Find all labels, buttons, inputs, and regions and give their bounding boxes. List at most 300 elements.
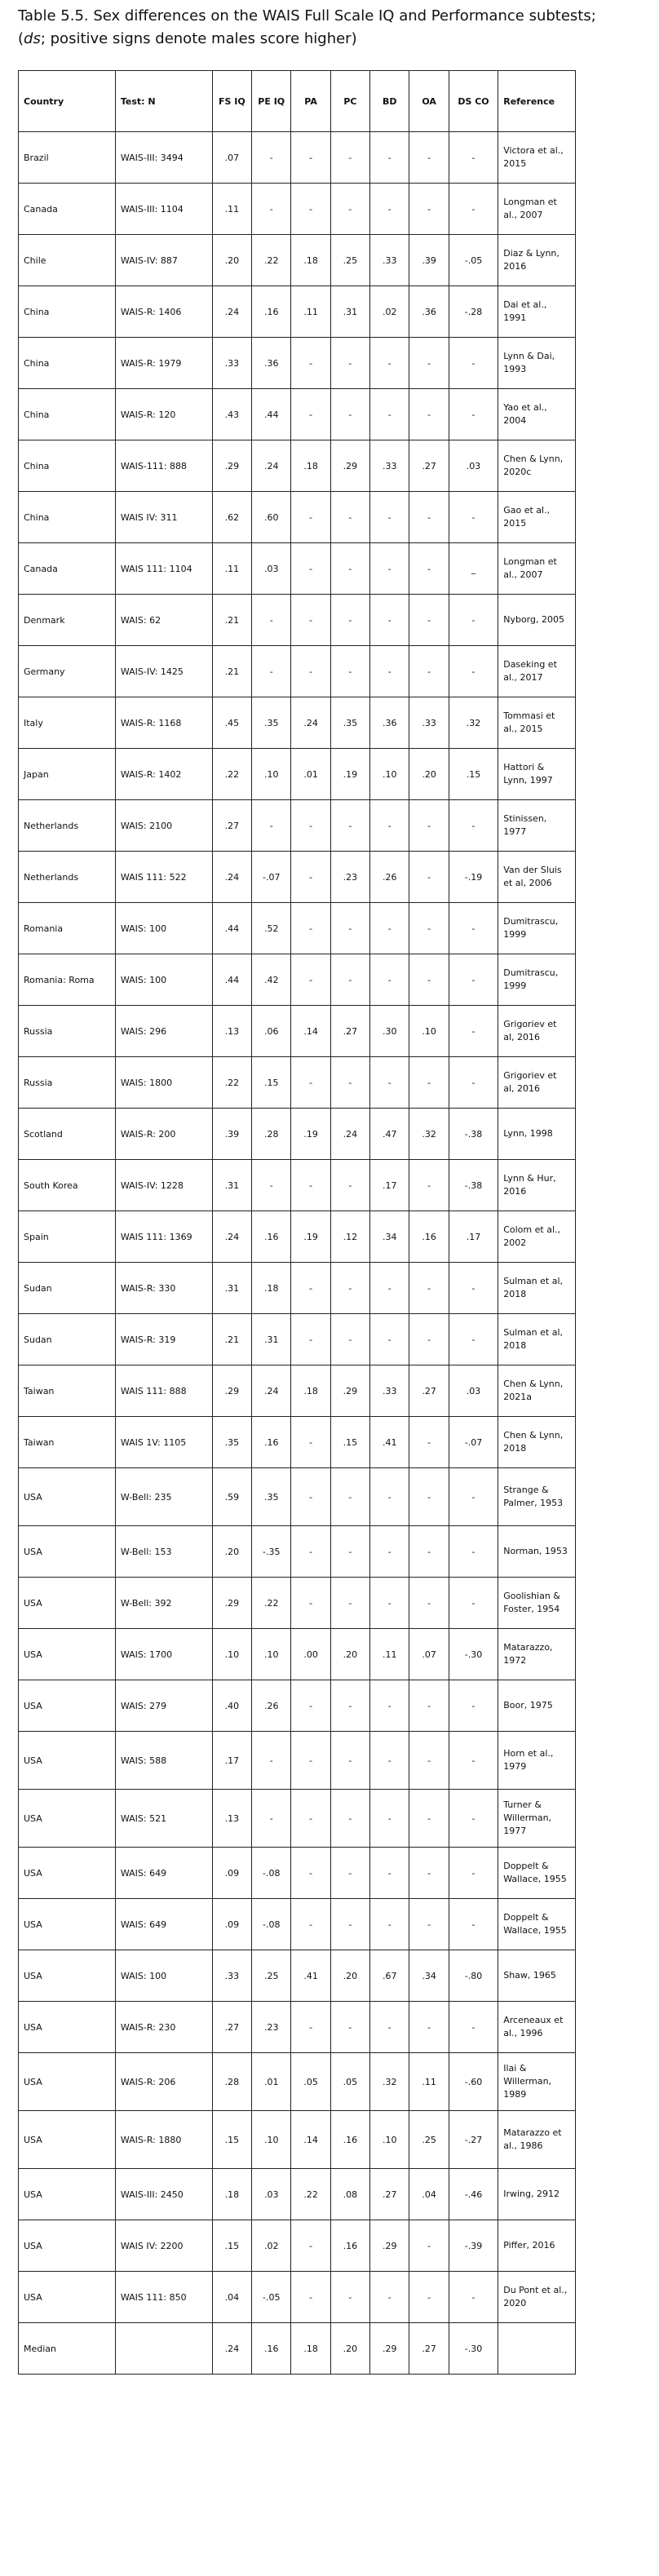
cell-oa: .04 — [409, 2169, 449, 2220]
cell-test: WAIS-III: 3494 — [115, 132, 212, 184]
cell-fsiq: .13 — [212, 1006, 251, 1057]
cell-oa: - — [409, 903, 449, 954]
cell-bd: .17 — [370, 1160, 409, 1211]
cell-pc: .29 — [330, 1365, 369, 1417]
cell-pa: .00 — [291, 1629, 330, 1680]
caption-rest: ; positive signs denote males score higher) — [40, 30, 357, 47]
table-row — [19, 1629, 576, 1680]
cell-dsco: -.07 — [449, 1417, 498, 1468]
cell-peiq: .24 — [252, 1365, 291, 1417]
cell-peiq: - — [252, 1732, 291, 1790]
cell-test: WAIS: 296 — [115, 1006, 212, 1057]
cell-pa: - — [291, 1417, 330, 1468]
cell-country: USA — [19, 2220, 116, 2272]
cell-reference: Irwing, 2912 — [498, 2169, 576, 2220]
cell-pa: - — [291, 2002, 330, 2053]
cell-peiq: .01 — [252, 2053, 291, 2111]
cell-pc: .24 — [330, 1109, 369, 1160]
cell-peiq: .10 — [252, 2111, 291, 2169]
cell-test: WAIS-R: 319 — [115, 1314, 212, 1365]
cell-oa: - — [409, 1848, 449, 1899]
cell-peiq: -.08 — [252, 1899, 291, 1950]
cell-bd: - — [370, 2002, 409, 2053]
cell-country: Romania: Roma — [19, 954, 116, 1006]
cell-pa: .24 — [291, 697, 330, 749]
cell-oa: .33 — [409, 697, 449, 749]
cell-dsco: -.60 — [449, 2053, 498, 2111]
cell-fsiq: .17 — [212, 1732, 251, 1790]
cell-pc: - — [330, 903, 369, 954]
cell-dsco: - — [449, 1680, 498, 1732]
cell-peiq: .52 — [252, 903, 291, 954]
cell-pa: - — [291, 543, 330, 595]
cell-dsco: - — [449, 1578, 498, 1629]
cell-bd: .11 — [370, 1629, 409, 1680]
cell-country: USA — [19, 2272, 116, 2323]
cell-oa: .16 — [409, 1211, 449, 1263]
cell-country: USA — [19, 1790, 116, 1848]
cell-reference: Sulman et al, 2018 — [498, 1263, 576, 1314]
cell-fsiq: .29 — [212, 1365, 251, 1417]
cell-oa: - — [409, 2002, 449, 2053]
cell-country: Netherlands — [19, 852, 116, 903]
cell-fsiq: .15 — [212, 2111, 251, 2169]
cell-test: WAIS-III: 1104 — [115, 184, 212, 235]
cell-pa: .22 — [291, 2169, 330, 2220]
table-row — [19, 2053, 576, 2111]
cell-test: WAIS-R: 1168 — [115, 697, 212, 749]
cell-country: Denmark — [19, 595, 116, 646]
cell-test: WAIS 1V: 1105 — [115, 1417, 212, 1468]
cell-country: Brazil — [19, 132, 116, 184]
cell-oa: - — [409, 1468, 449, 1526]
table-row — [19, 646, 576, 697]
cell-oa: .34 — [409, 1950, 449, 2002]
cell-pc: - — [330, 2272, 369, 2323]
cell-peiq: .06 — [252, 1006, 291, 1057]
table-row — [19, 184, 576, 235]
cell-test: WAIS: 1800 — [115, 1057, 212, 1109]
cell-dsco: - — [449, 1057, 498, 1109]
cell-pa: - — [291, 1468, 330, 1526]
cell-oa: .36 — [409, 286, 449, 338]
cell-oa: - — [409, 1680, 449, 1732]
cell-peiq: -.05 — [252, 2272, 291, 2323]
cell-peiq: .22 — [252, 235, 291, 286]
cell-test: WAIS: 100 — [115, 1950, 212, 2002]
cell-bd: .30 — [370, 1006, 409, 1057]
cell-dsco: - — [449, 903, 498, 954]
cell-pc: - — [330, 389, 369, 440]
cell-test: WAIS 111: 522 — [115, 852, 212, 903]
cell-pa: - — [291, 338, 330, 389]
cell-fsiq: .24 — [212, 852, 251, 903]
cell-bd: .10 — [370, 2111, 409, 2169]
table-row — [19, 852, 576, 903]
cell-bd: .33 — [370, 440, 409, 492]
cell-pc: - — [330, 492, 369, 543]
cell-reference: Horn et al., 1979 — [498, 1732, 576, 1790]
table-row — [19, 1732, 576, 1790]
cell-dsco: -.05 — [449, 235, 498, 286]
cell-test: WAIS-R: 206 — [115, 2053, 212, 2111]
cell-pc: - — [330, 132, 369, 184]
cell-test: WAIS-R: 120 — [115, 389, 212, 440]
cell-bd: - — [370, 1468, 409, 1526]
cell-bd: - — [370, 903, 409, 954]
cell-reference — [498, 2323, 576, 2375]
header-country: Country — [19, 71, 116, 132]
cell-test: WAIS: 521 — [115, 1790, 212, 1848]
table-row — [19, 2111, 576, 2169]
table-row — [19, 2272, 576, 2323]
cell-fsiq: .62 — [212, 492, 251, 543]
cell-country: USA — [19, 1899, 116, 1950]
cell-peiq: .25 — [252, 1950, 291, 2002]
cell-country: Netherlands — [19, 800, 116, 852]
cell-dsco: - — [449, 800, 498, 852]
header-peiq: PE IQ — [252, 71, 291, 132]
cell-peiq: .26 — [252, 1680, 291, 1732]
cell-pc: .20 — [330, 1950, 369, 2002]
cell-country: USA — [19, 1680, 116, 1732]
cell-pc: - — [330, 1526, 369, 1578]
cell-bd: - — [370, 646, 409, 697]
cell-oa: .27 — [409, 440, 449, 492]
header-fsiq: FS IQ — [212, 71, 251, 132]
cell-fsiq: .11 — [212, 184, 251, 235]
cell-oa: - — [409, 184, 449, 235]
cell-test: WAIS: 588 — [115, 1732, 212, 1790]
cell-bd: - — [370, 1790, 409, 1848]
cell-bd: - — [370, 1057, 409, 1109]
cell-pc: - — [330, 1680, 369, 1732]
cell-peiq: .60 — [252, 492, 291, 543]
cell-test: WAIS 111: 850 — [115, 2272, 212, 2323]
cell-bd: - — [370, 389, 409, 440]
cell-test: WAIS: 649 — [115, 1899, 212, 1950]
cell-fsiq: .27 — [212, 800, 251, 852]
cell-country: USA — [19, 2053, 116, 2111]
cell-country: USA — [19, 2111, 116, 2169]
cell-peiq: -.35 — [252, 1526, 291, 1578]
cell-dsco: .32 — [449, 697, 498, 749]
cell-country: Chile — [19, 235, 116, 286]
cell-oa: .10 — [409, 1006, 449, 1057]
cell-country: China — [19, 338, 116, 389]
cell-reference: Lynn & Dai, 1993 — [498, 338, 576, 389]
cell-dsco: -.39 — [449, 2220, 498, 2272]
cell-country: Taiwan — [19, 1365, 116, 1417]
cell-reference: Daseking et al., 2017 — [498, 646, 576, 697]
cell-reference: Hattori & Lynn, 1997 — [498, 749, 576, 800]
cell-reference: Grigoriev et al, 2016 — [498, 1006, 576, 1057]
cell-test: WAIS IV: 311 — [115, 492, 212, 543]
cell-reference: Nyborg, 2005 — [498, 595, 576, 646]
cell-reference: Doppelt & Wallace, 1955 — [498, 1899, 576, 1950]
cell-peiq: .16 — [252, 1211, 291, 1263]
cell-dsco: - — [449, 338, 498, 389]
cell-oa: - — [409, 1790, 449, 1848]
cell-reference: Ilai & Willerman, 1989 — [498, 2053, 576, 2111]
cell-pa: - — [291, 1790, 330, 1848]
cell-test: WAIS: 1700 — [115, 1629, 212, 1680]
cell-pc: .16 — [330, 2111, 369, 2169]
cell-dsco: - — [449, 1468, 498, 1526]
cell-oa: - — [409, 492, 449, 543]
cell-peiq: - — [252, 595, 291, 646]
cell-fsiq: .10 — [212, 1629, 251, 1680]
table-row — [19, 1526, 576, 1578]
cell-dsco: -.28 — [449, 286, 498, 338]
cell-test: WAIS-IV: 887 — [115, 235, 212, 286]
median-row — [19, 2323, 576, 2375]
cell-reference: Van der Sluis et al, 2006 — [498, 852, 576, 903]
cell-peiq: .22 — [252, 1578, 291, 1629]
cell-peiq: .18 — [252, 1263, 291, 1314]
cell-peiq: .16 — [252, 2323, 291, 2375]
cell-country: USA — [19, 1950, 116, 2002]
cell-fsiq: .24 — [212, 2323, 251, 2375]
cell-fsiq: .33 — [212, 1950, 251, 2002]
cell-reference: Doppelt & Wallace, 1955 — [498, 1848, 576, 1899]
cell-fsiq: .45 — [212, 697, 251, 749]
cell-pa: .41 — [291, 1950, 330, 2002]
cell-oa: - — [409, 389, 449, 440]
cell-oa: .39 — [409, 235, 449, 286]
cell-country: Sudan — [19, 1314, 116, 1365]
cell-pc: - — [330, 954, 369, 1006]
cell-oa: - — [409, 1732, 449, 1790]
cell-fsiq: .20 — [212, 235, 251, 286]
table-row — [19, 338, 576, 389]
cell-country: Russia — [19, 1057, 116, 1109]
cell-test: W-Bell: 392 — [115, 1578, 212, 1629]
cell-pa: - — [291, 2220, 330, 2272]
cell-pa: - — [291, 1578, 330, 1629]
cell-bd: .34 — [370, 1211, 409, 1263]
cell-pc: .16 — [330, 2220, 369, 2272]
cell-dsco: -.19 — [449, 852, 498, 903]
cell-bd: .02 — [370, 286, 409, 338]
cell-reference: Shaw, 1965 — [498, 1950, 576, 2002]
cell-country: Germany — [19, 646, 116, 697]
cell-pa: - — [291, 646, 330, 697]
cell-pa: .18 — [291, 440, 330, 492]
cell-dsco: - — [449, 132, 498, 184]
cell-dsco: .15 — [449, 749, 498, 800]
cell-pc: .12 — [330, 1211, 369, 1263]
cell-test: WAIS-111: 888 — [115, 440, 212, 492]
cell-fsiq: .21 — [212, 595, 251, 646]
cell-pc: .27 — [330, 1006, 369, 1057]
cell-reference: Grigoriev et al, 2016 — [498, 1057, 576, 1109]
cell-dsco: .03 — [449, 440, 498, 492]
cell-bd: .41 — [370, 1417, 409, 1468]
cell-fsiq: .24 — [212, 1211, 251, 1263]
cell-pa: .14 — [291, 2111, 330, 2169]
cell-bd: - — [370, 543, 409, 595]
cell-peiq: -.08 — [252, 1848, 291, 1899]
table-row — [19, 954, 576, 1006]
cell-fsiq: .11 — [212, 543, 251, 595]
cell-oa: - — [409, 1417, 449, 1468]
cell-pa: - — [291, 492, 330, 543]
cell-country: USA — [19, 1468, 116, 1526]
cell-reference: Dumitrascu, 1999 — [498, 954, 576, 1006]
cell-test: WAIS-R: 1406 — [115, 286, 212, 338]
cell-dsco: - — [449, 954, 498, 1006]
cell-pc: - — [330, 1160, 369, 1211]
cell-pa: .18 — [291, 2323, 330, 2375]
cell-oa: .07 — [409, 1629, 449, 1680]
cell-pa: - — [291, 1732, 330, 1790]
cell-fsiq: .59 — [212, 1468, 251, 1526]
cell-oa: .27 — [409, 2323, 449, 2375]
cell-pc: - — [330, 1263, 369, 1314]
cell-peiq: - — [252, 184, 291, 235]
cell-peiq: .35 — [252, 1468, 291, 1526]
cell-dsco: - — [449, 389, 498, 440]
caption-ds: ds — [24, 30, 41, 47]
table-row — [19, 235, 576, 286]
cell-dsco: -.30 — [449, 1629, 498, 1680]
cell-dsco: - — [449, 1732, 498, 1790]
cell-pc: - — [330, 1848, 369, 1899]
header-dsco: DS CO — [449, 71, 498, 132]
table-row — [19, 1950, 576, 2002]
cell-reference: Piffer, 2016 — [498, 2220, 576, 2272]
cell-test: WAIS-R: 1979 — [115, 338, 212, 389]
cell-pa: .01 — [291, 749, 330, 800]
cell-pa: - — [291, 132, 330, 184]
cell-dsco: - — [449, 492, 498, 543]
cell-test: WAIS: 649 — [115, 1848, 212, 1899]
cell-dsco: - — [449, 646, 498, 697]
table-row — [19, 2002, 576, 2053]
table-row — [19, 1578, 576, 1629]
cell-fsiq: .15 — [212, 2220, 251, 2272]
cell-oa: - — [409, 1263, 449, 1314]
cell-bd: .36 — [370, 697, 409, 749]
cell-test: WAIS-R: 1880 — [115, 2111, 212, 2169]
cell-dsco: - — [449, 595, 498, 646]
cell-pc: - — [330, 338, 369, 389]
cell-pc: - — [330, 595, 369, 646]
cell-pa: .19 — [291, 1211, 330, 1263]
cell-bd: - — [370, 1732, 409, 1790]
cell-reference: Norman, 1953 — [498, 1526, 576, 1578]
cell-bd: .29 — [370, 2220, 409, 2272]
cell-country: South Korea — [19, 1160, 116, 1211]
cell-oa: - — [409, 1899, 449, 1950]
cell-fsiq: .21 — [212, 1314, 251, 1365]
cell-fsiq: .39 — [212, 1109, 251, 1160]
cell-reference: Chen & Lynn, 2021a — [498, 1365, 576, 1417]
cell-reference: Longman et al., 2007 — [498, 184, 576, 235]
cell-country: Romania — [19, 903, 116, 954]
cell-test: WAIS 111: 1104 — [115, 543, 212, 595]
cell-dsco: - — [449, 1526, 498, 1578]
cell-test: WAIS 111: 888 — [115, 1365, 212, 1417]
cell-country: Taiwan — [19, 1417, 116, 1468]
cell-oa: .11 — [409, 2053, 449, 2111]
cell-dsco: _ — [449, 543, 498, 595]
cell-bd: .33 — [370, 235, 409, 286]
cell-peiq: .24 — [252, 440, 291, 492]
cell-reference: Turner & Willerman, 1977 — [498, 1790, 576, 1848]
cell-country: USA — [19, 2169, 116, 2220]
cell-reference: Sulman et al, 2018 — [498, 1314, 576, 1365]
cell-pa: .18 — [291, 1365, 330, 1417]
cell-dsco: - — [449, 184, 498, 235]
cell-peiq: .10 — [252, 1629, 291, 1680]
cell-oa: - — [409, 132, 449, 184]
cell-peiq: - — [252, 1790, 291, 1848]
cell-country: Russia — [19, 1006, 116, 1057]
cell-fsiq: .27 — [212, 2002, 251, 2053]
cell-fsiq: .44 — [212, 954, 251, 1006]
cell-dsco: - — [449, 1899, 498, 1950]
cell-country: USA — [19, 1848, 116, 1899]
cell-test: WAIS-R: 230 — [115, 2002, 212, 2053]
cell-oa: - — [409, 1160, 449, 1211]
cell-pa: - — [291, 954, 330, 1006]
cell-pa: - — [291, 1314, 330, 1365]
cell-bd: - — [370, 595, 409, 646]
cell-dsco: -.38 — [449, 1160, 498, 1211]
cell-peiq: .16 — [252, 1417, 291, 1468]
cell-reference: Yao et al., 2004 — [498, 389, 576, 440]
cell-peiq: .03 — [252, 543, 291, 595]
cell-pa: .18 — [291, 235, 330, 286]
cell-oa: - — [409, 800, 449, 852]
cell-peiq: -.07 — [252, 852, 291, 903]
cell-fsiq: .07 — [212, 132, 251, 184]
cell-bd: .29 — [370, 2323, 409, 2375]
table-row — [19, 440, 576, 492]
cell-reference: Dai et al., 1991 — [498, 286, 576, 338]
table-row — [19, 1160, 576, 1211]
cell-oa: - — [409, 852, 449, 903]
table-row — [19, 389, 576, 440]
cell-test: WAIS: 100 — [115, 903, 212, 954]
cell-bd: - — [370, 1680, 409, 1732]
cell-pc: .23 — [330, 852, 369, 903]
cell-pa: - — [291, 1057, 330, 1109]
cell-oa: .27 — [409, 1365, 449, 1417]
cell-peiq: .02 — [252, 2220, 291, 2272]
cell-oa: - — [409, 954, 449, 1006]
cell-bd: - — [370, 492, 409, 543]
cell-country: China — [19, 440, 116, 492]
cell-fsiq: .29 — [212, 1578, 251, 1629]
cell-pc: - — [330, 1057, 369, 1109]
cell-pc: - — [330, 2002, 369, 2053]
cell-fsiq: .33 — [212, 338, 251, 389]
cell-dsco: .03 — [449, 1365, 498, 1417]
cell-bd: - — [370, 1578, 409, 1629]
cell-bd: - — [370, 1899, 409, 1950]
table-row — [19, 1057, 576, 1109]
cell-pc: - — [330, 1899, 369, 1950]
cell-test: WAIS-R: 1402 — [115, 749, 212, 800]
cell-test: WAIS-R: 200 — [115, 1109, 212, 1160]
cell-pa: .11 — [291, 286, 330, 338]
cell-reference: Chen & Lynn, 2020c — [498, 440, 576, 492]
cell-pa: - — [291, 389, 330, 440]
cell-oa: - — [409, 1314, 449, 1365]
